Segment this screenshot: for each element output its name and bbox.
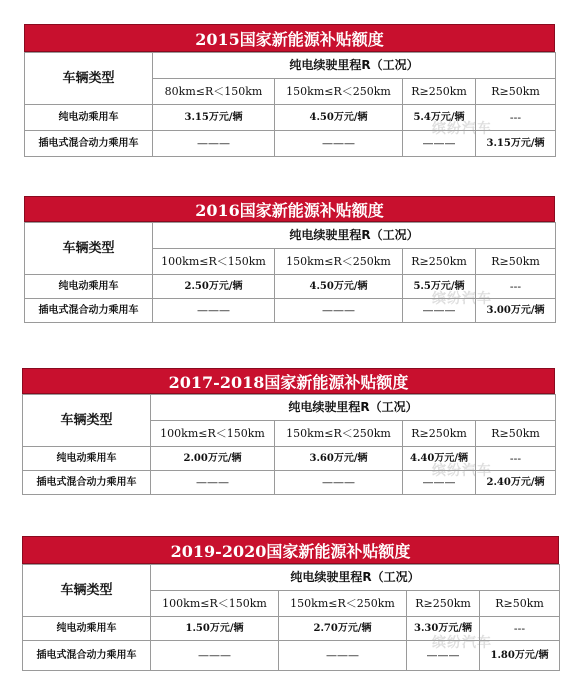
- row-label: 插电式混合动力乘用车: [25, 131, 153, 157]
- table-cell: 5.5万元/辆: [403, 275, 476, 299]
- table-cell: 3.30万元/辆: [407, 617, 480, 641]
- column-header: 80km≤R＜150km: [153, 79, 275, 105]
- table-row: [25, 299, 556, 323]
- table-cell: ---: [476, 105, 556, 131]
- table-cell: 4.50万元/辆: [275, 275, 403, 299]
- table-cell: 1.80万元/辆: [480, 641, 560, 671]
- table-cell: 2.40万元/辆: [476, 471, 556, 495]
- table-cell: ———: [275, 131, 403, 157]
- subsidy-table: [22, 394, 556, 495]
- column-header: R≥50km: [476, 421, 556, 447]
- row-label: 插电式混合动力乘用车: [25, 299, 153, 323]
- table-cell: 2.00万元/辆: [151, 447, 275, 471]
- column-header: 150km≤R＜250km: [275, 249, 403, 275]
- table-row: [25, 105, 556, 131]
- row-label: 插电式混合动力乘用车: [23, 641, 151, 671]
- table-cell: 3.00万元/辆: [476, 299, 556, 323]
- column-header: R≥50km: [480, 591, 560, 617]
- column-header: R≥50km: [476, 79, 556, 105]
- table-cell: ———: [403, 299, 476, 323]
- table-cell: ———: [407, 641, 480, 671]
- range-header: 纯电续驶里程R（工况）: [153, 223, 556, 249]
- subsidy-table: [24, 52, 556, 157]
- table-cell: ---: [476, 275, 556, 299]
- table-cell: 5.4万元/辆: [403, 105, 476, 131]
- column-header: 100km≤R＜150km: [153, 249, 275, 275]
- table-cell: ———: [403, 471, 476, 495]
- table-title: 2017-2018国家新能源补贴额度: [22, 368, 555, 394]
- table-row: [23, 447, 556, 471]
- table-cell: 3.15万元/辆: [153, 105, 275, 131]
- subsidy-table-2019-2020: [22, 536, 559, 671]
- table-title: 2016国家新能源补贴额度: [24, 196, 555, 222]
- vehicle-type-header: 车辆类型: [23, 395, 151, 447]
- row-label: 插电式混合动力乘用车: [23, 471, 151, 495]
- vehicle-type-header: 车辆类型: [25, 53, 153, 105]
- table-cell: 2.70万元/辆: [279, 617, 407, 641]
- subsidy-table: [22, 564, 560, 671]
- column-header: R≥250km: [403, 249, 476, 275]
- table-cell: ———: [151, 641, 279, 671]
- table-cell: ———: [153, 299, 275, 323]
- column-header: R≥250km: [403, 421, 476, 447]
- column-header: R≥50km: [476, 249, 556, 275]
- table-title: 2019-2020国家新能源补贴额度: [22, 536, 559, 564]
- table-cell: ———: [275, 471, 403, 495]
- watermark: 缤纷汽车: [432, 121, 492, 137]
- row-label: 纯电动乘用车: [23, 447, 151, 471]
- table-cell: 1.50万元/辆: [151, 617, 279, 641]
- table-cell: ———: [275, 299, 403, 323]
- table-row: [23, 471, 556, 495]
- column-header: R≥250km: [407, 591, 480, 617]
- column-header: 150km≤R＜250km: [275, 421, 403, 447]
- subsidy-table-2016: [24, 196, 555, 323]
- table-row: [23, 617, 560, 641]
- row-label: 纯电动乘用车: [25, 105, 153, 131]
- subsidy-table: [24, 222, 556, 323]
- table-row: [23, 641, 560, 671]
- table-cell: ———: [279, 641, 407, 671]
- watermark: 缤纷汽车: [432, 635, 492, 651]
- table-row: [25, 275, 556, 299]
- vehicle-type-header: 车辆类型: [25, 223, 153, 275]
- table-cell: ———: [403, 131, 476, 157]
- table-cell: 4.50万元/辆: [275, 105, 403, 131]
- row-label: 纯电动乘用车: [25, 275, 153, 299]
- column-header: 100km≤R＜150km: [151, 591, 279, 617]
- watermark: 缤纷汽车: [432, 463, 492, 479]
- row-label: 纯电动乘用车: [23, 617, 151, 641]
- vehicle-type-header: 车辆类型: [23, 565, 151, 617]
- range-header: 纯电续驶里程R（工况）: [151, 565, 560, 591]
- table-cell: ---: [480, 617, 560, 641]
- watermark: 缤纷汽车: [432, 291, 492, 307]
- table-cell: 3.15万元/辆: [476, 131, 556, 157]
- table-cell: ———: [153, 131, 275, 157]
- table-title: 2015国家新能源补贴额度: [24, 24, 555, 52]
- table-row: [25, 131, 556, 157]
- table-cell: 4.40万元/辆: [403, 447, 476, 471]
- column-header: 150km≤R＜250km: [275, 79, 403, 105]
- table-cell: 2.50万元/辆: [153, 275, 275, 299]
- column-header: 150km≤R＜250km: [279, 591, 407, 617]
- range-header: 纯电续驶里程R（工况）: [153, 53, 556, 79]
- subsidy-table-2015: [24, 24, 555, 157]
- subsidy-table-2017-2018: [22, 368, 555, 495]
- range-header: 纯电续驶里程R（工况）: [151, 395, 556, 421]
- table-cell: ———: [151, 471, 275, 495]
- column-header: 100km≤R＜150km: [151, 421, 275, 447]
- table-cell: 3.60万元/辆: [275, 447, 403, 471]
- table-cell: ---: [476, 447, 556, 471]
- column-header: R≥250km: [403, 79, 476, 105]
